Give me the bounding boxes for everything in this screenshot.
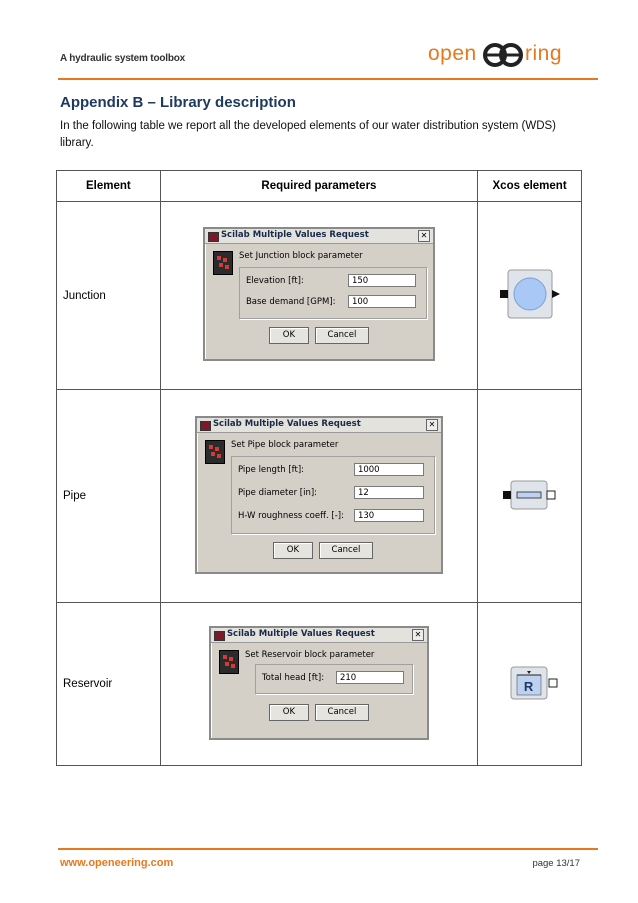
cancel-button[interactable]: Cancel bbox=[319, 542, 373, 559]
element-name-junction: Junction bbox=[57, 202, 161, 390]
dialog-title: Scilab Multiple Values Request bbox=[226, 628, 375, 639]
junction-dialog bbox=[203, 227, 435, 361]
header-required-parameters: Required parameters bbox=[160, 171, 478, 202]
footer-page-number: page 13/17 bbox=[532, 858, 580, 869]
header-title: A hydraulic system toolbox bbox=[60, 53, 186, 64]
pipe-dialog bbox=[195, 416, 443, 574]
junction-parameters-cell bbox=[160, 202, 478, 390]
scilab-logo-icon bbox=[205, 440, 225, 464]
field-label-pipe-length: Pipe length [ft]: bbox=[237, 464, 305, 475]
footer-website-link[interactable]: www.openeering.com bbox=[60, 857, 174, 869]
field-label-pipe-diameter: Pipe diameter [in]: bbox=[237, 487, 318, 498]
logo-text-right: ring bbox=[525, 42, 563, 65]
ok-button[interactable]: OK bbox=[273, 542, 313, 559]
pipe-parameters-cell bbox=[160, 390, 478, 603]
logo-text-left: open bbox=[428, 42, 477, 65]
pipe-diameter-input[interactable]: 12 bbox=[354, 486, 424, 499]
reservoir-block-icon bbox=[495, 663, 565, 703]
dialog-message: Set Reservoir block parameter bbox=[244, 649, 375, 660]
logo-ee-icon bbox=[483, 42, 523, 68]
header-rule bbox=[58, 78, 598, 80]
field-label-base-demand: Base demand [GPM]: bbox=[245, 297, 336, 307]
cancel-button[interactable]: Cancel bbox=[315, 327, 369, 344]
header-xcos-element: Xcos element bbox=[478, 171, 582, 202]
ok-button[interactable]: OK bbox=[269, 704, 309, 721]
field-label-roughness: H-W roughness coeff. [-]: bbox=[237, 510, 344, 521]
footer-rule bbox=[58, 848, 598, 850]
table-header-row bbox=[57, 171, 582, 202]
cancel-button[interactable]: Cancel bbox=[315, 704, 369, 721]
pipe-xcos-cell bbox=[478, 390, 582, 603]
pipe-length-input[interactable]: 1000 bbox=[354, 463, 424, 476]
reservoir-block-label: R bbox=[523, 678, 534, 694]
scilab-icon bbox=[214, 631, 225, 641]
header-element: Element bbox=[57, 171, 161, 202]
reservoir-parameters-cell bbox=[160, 603, 478, 766]
openeering-logo bbox=[428, 38, 578, 74]
dialog-title: Scilab Multiple Values Request bbox=[220, 230, 369, 240]
scilab-logo-icon bbox=[213, 251, 233, 275]
dialog-message: Set Junction block parameter bbox=[238, 251, 363, 261]
section-intro: In the following table we report all the developed elements of our water distribution system (WDS) library. bbox=[60, 120, 557, 149]
reservoir-dialog bbox=[209, 626, 429, 740]
close-icon[interactable]: ✕ bbox=[418, 230, 430, 242]
fields-group bbox=[231, 456, 435, 534]
table-row bbox=[57, 202, 582, 390]
fields-group bbox=[239, 267, 427, 319]
dialog-titlebar bbox=[205, 229, 433, 244]
pipe-block-icon bbox=[495, 475, 565, 515]
table-row bbox=[57, 390, 582, 603]
reservoir-xcos-cell bbox=[478, 603, 582, 766]
section-title: Appendix B – Library description bbox=[60, 94, 296, 111]
roughness-input[interactable]: 130 bbox=[354, 509, 424, 522]
dialog-titlebar bbox=[197, 418, 441, 433]
table-row bbox=[57, 603, 582, 766]
junction-block-icon bbox=[495, 264, 565, 324]
elevation-input[interactable]: 150 bbox=[348, 274, 416, 287]
library-table bbox=[56, 170, 582, 766]
element-name-reservoir: Reservoir bbox=[57, 603, 161, 766]
scilab-icon bbox=[208, 232, 219, 242]
scilab-icon bbox=[200, 421, 211, 431]
dialog-titlebar bbox=[211, 628, 427, 643]
field-label-total-head: Total head [ft]: bbox=[261, 672, 325, 683]
element-name-pipe: Pipe bbox=[57, 390, 161, 603]
base-demand-input[interactable]: 100 bbox=[348, 295, 416, 308]
dialog-message: Set Pipe block parameter bbox=[230, 439, 339, 450]
dialog-title: Scilab Multiple Values Request bbox=[212, 418, 361, 429]
close-icon[interactable]: ✕ bbox=[412, 629, 424, 641]
total-head-input[interactable]: 210 bbox=[336, 671, 404, 684]
scilab-logo-icon bbox=[219, 650, 239, 674]
ok-button[interactable]: OK bbox=[269, 327, 309, 344]
junction-xcos-cell bbox=[478, 202, 582, 390]
fields-group bbox=[255, 664, 413, 694]
field-label-elevation: Elevation [ft]: bbox=[245, 276, 304, 286]
close-icon[interactable]: ✕ bbox=[426, 419, 438, 431]
